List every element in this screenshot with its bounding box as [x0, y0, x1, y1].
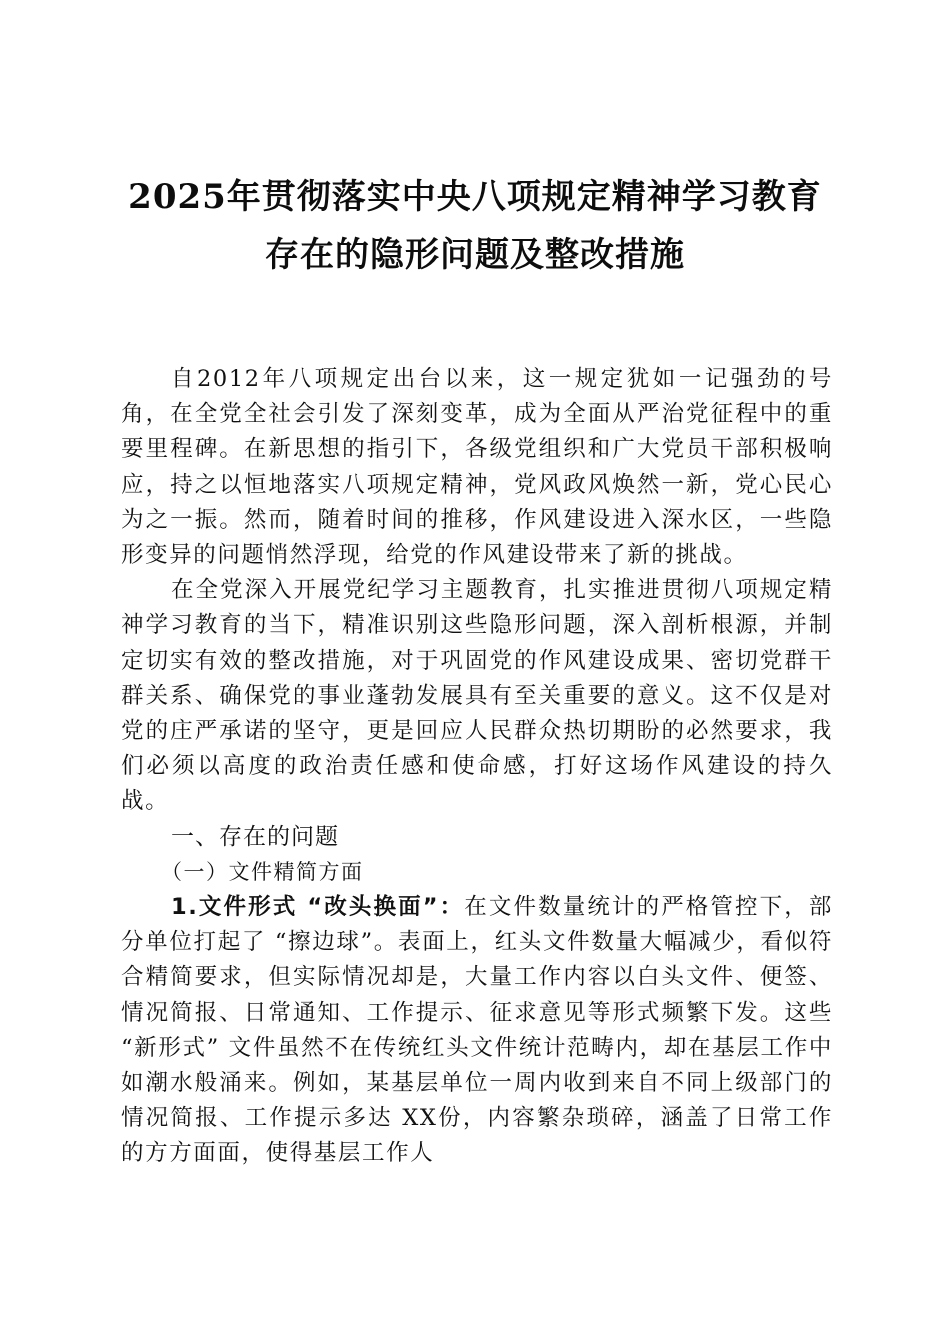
document-body: [121, 362, 833, 1172]
item-1-lead: 1.文件形式 “改头换面”：: [171, 894, 465, 921]
title-line-1: 2025年贯彻落实中央八项规定精神学习教育: [128, 177, 822, 217]
title-line-2: 存在的隐形问题及整改措施: [265, 235, 685, 275]
intro-paragraph-2: 在全党深入开展党纪学习主题教育，扎实推进贯彻八项规定精神学习教育的当下，精准识别这些隐形问题，深入剖析根源，并制定切实有效的整改措施，对于巩固党的作风建设成果、密切党群干群关系、确保党的事业蓬勃发展具有至关重要的意义。这不仅是对党的庄严承诺的坚守，更是回应人民群众热切期盼的必然要求，我们必须以高度的政治责任感和使命感，打好这场作风建设的持久战。: [121, 577, 833, 815]
section-heading: 一、存在的问题: [171, 823, 339, 850]
item-1-text: 在文件数量统计的严格管控下，部分单位打起了 “擦边球”。表面上，红头文件数量大幅减少，看似符合精简要求，但实际情况却是，大量工作内容以白头文件、便签、情况简报、日常通知、工作提示、征求意见等形式频繁下发。这些 “新形式” 文件虽然不在传统红头文件统计范畴内，却在基层工作中如潮水般涌来。例如，某基层单位一周内收到来自不同上级部门的情况简报、工作提示多达 XX份，内容繁杂琐碎，涵盖了日常工作的方方面面，使得基层工作人: [121, 894, 833, 1167]
intro-paragraph-1: 自2012年八项规定出台以来，这一规定犹如一记强劲的号角，在全党全社会引发了深刻变革，成为全面从严治党征程中的重要里程碑。在新思想的指引下，各级党组织和广大党员干部积极响应，持之以恒地落实八项规定精神，党风政风焕然一新，党心民心为之一振。然而，随着时间的推移，作风建设进入深水区，一些隐形变异的问题悄然浮现，给党的作风建设带来了新的挑战。: [121, 366, 833, 569]
subsection-heading: （一）文件精简方面: [161, 859, 364, 884]
document-title: [60, 168, 890, 284]
item-1-paragraph: [121, 890, 833, 1172]
